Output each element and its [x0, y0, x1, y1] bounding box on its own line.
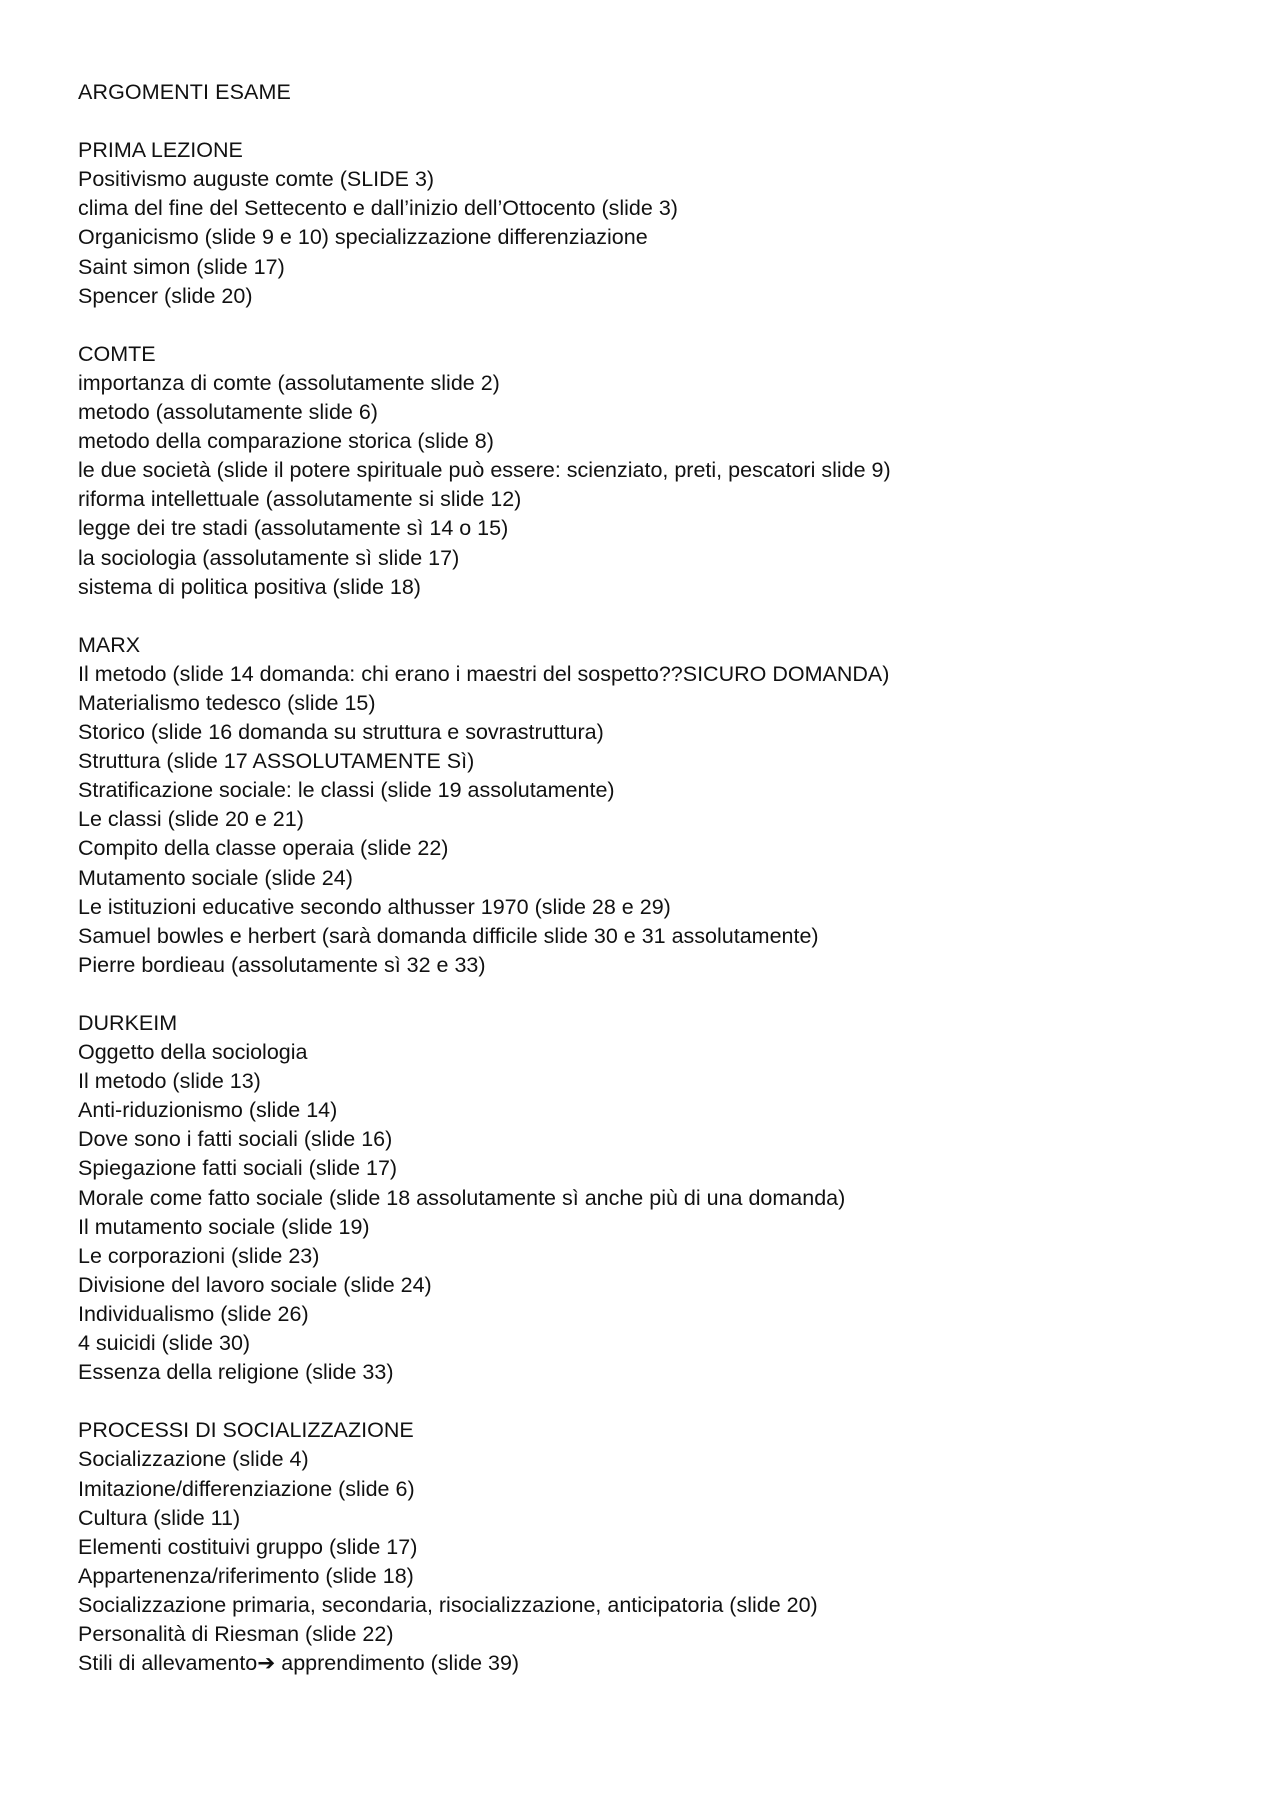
topic-item: Il metodo (slide 13)	[78, 1069, 261, 1094]
topic-item: Positivismo auguste comte (SLIDE 3)	[78, 167, 435, 192]
section-heading: PRIMA LEZIONE	[78, 138, 243, 163]
section-heading: MARX	[78, 632, 141, 657]
topic-item: Stratificazione sociale: le classi (slide 19 assolutamente)	[78, 778, 615, 803]
topic-item: Divisione del lavoro sociale (slide 24)	[78, 1272, 432, 1297]
topic-item: le due società (slide il potere spirituale può essere: scienziato, preti, pescatori slide 9)	[78, 458, 891, 483]
topic-item: Materialismo tedesco (slide 15)	[78, 690, 376, 715]
topic-item: Cultura (slide 11)	[78, 1505, 241, 1530]
topic-item: Le classi (slide 20 e 21)	[78, 807, 304, 832]
topic-item: Elementi costituivi gruppo (slide 17)	[78, 1534, 418, 1559]
section-comte	[78, 340, 1218, 602]
topic-item: legge dei tre stadi (assolutamente sì 14 o 15)	[78, 516, 509, 541]
section-heading: COMTE	[78, 341, 156, 366]
topic-item: metodo della comparazione storica (slide 8)	[78, 429, 494, 454]
document-title: ARGOMENTI ESAME	[78, 80, 291, 104]
topic-item: Imitazione/differenziazione (slide 6)	[78, 1476, 415, 1501]
topic-item: Spencer (slide 20)	[78, 283, 253, 308]
document-page	[78, 78, 1218, 1707]
topic-item: Socializzazione (slide 4)	[78, 1447, 309, 1472]
topic-item: Appartenenza/riferimento (slide 18)	[78, 1563, 414, 1588]
topic-item: Storico (slide 16 domanda su struttura e sovrastruttura)	[78, 720, 604, 745]
topic-item: riforma intellettuale (assolutamente si slide 12)	[78, 487, 522, 512]
sections-container	[78, 136, 1218, 1678]
topic-list	[78, 660, 1218, 980]
topic-item: Mutamento sociale (slide 24)	[78, 865, 353, 890]
topic-item: 4 suicidi (slide 30)	[78, 1331, 251, 1356]
topic-item: Anti-riduzionismo (slide 14)	[78, 1098, 338, 1123]
topic-item: Pierre bordieau (assolutamente sì 32 e 33)	[78, 952, 486, 977]
topic-item: Il metodo (slide 14 domanda: chi erano i maestri del sospetto??SICURO DOMANDA)	[78, 661, 890, 686]
topic-item: importanza di comte (assolutamente slide 2)	[78, 370, 500, 395]
topic-item: Oggetto della sociologia	[78, 1040, 308, 1065]
topic-item: Organicismo (slide 9 e 10) specializzazione differenziazione	[78, 225, 648, 250]
section-prima-lezione	[78, 136, 1218, 311]
topic-item: clima del fine del Settecento e dall’inizio dell’Ottocento (slide 3)	[78, 196, 678, 221]
section-heading: PROCESSI DI SOCIALIZZAZIONE	[78, 1418, 414, 1443]
section-marx	[78, 631, 1218, 980]
topic-item: Essenza della religione (slide 33)	[78, 1360, 394, 1385]
topic-item: Il mutamento sociale (slide 19)	[78, 1214, 370, 1239]
topic-item: la sociologia (assolutamente sì slide 17)	[78, 545, 460, 570]
topic-item: Personalità di Riesman (slide 22)	[78, 1621, 394, 1646]
topic-item: Individualismo (slide 26)	[78, 1301, 309, 1326]
section-processi-di-socializzazione	[78, 1416, 1218, 1678]
topic-item: Samuel bowles e herbert (sarà domanda difficile slide 30 e 31 assolutamente)	[78, 923, 819, 948]
topic-list	[78, 165, 1218, 310]
topic-item: sistema di politica positiva (slide 18)	[78, 574, 421, 599]
topic-item: Socializzazione primaria, secondaria, risocializzazione, anticipatoria (slide 20)	[78, 1592, 818, 1617]
topic-item: Spiegazione fatti sociali (slide 17)	[78, 1156, 398, 1181]
topic-list	[78, 1445, 1218, 1678]
topic-item: Struttura (slide 17 ASSOLUTAMENTE Sì)	[78, 749, 475, 774]
topic-list	[78, 1038, 1218, 1387]
topic-item: Le istituzioni educative secondo althusser 1970 (slide 28 e 29)	[78, 894, 671, 919]
topic-item: Compito della classe operaia (slide 22)	[78, 836, 449, 861]
topic-item: Morale come fatto sociale (slide 18 assolutamente sì anche più di una domanda)	[78, 1185, 846, 1210]
topic-item: metodo (assolutamente slide 6)	[78, 400, 378, 425]
topic-item: Stili di allevamento➔ apprendimento (slide 39)	[78, 1651, 520, 1676]
topic-item: Dove sono i fatti sociali (slide 16)	[78, 1127, 393, 1152]
topic-list	[78, 369, 1218, 602]
section-durkeim	[78, 1009, 1218, 1387]
section-heading: DURKEIM	[78, 1011, 178, 1035]
topic-item: Saint simon (slide 17)	[78, 254, 285, 279]
topic-item: Le corporazioni (slide 23)	[78, 1243, 320, 1268]
